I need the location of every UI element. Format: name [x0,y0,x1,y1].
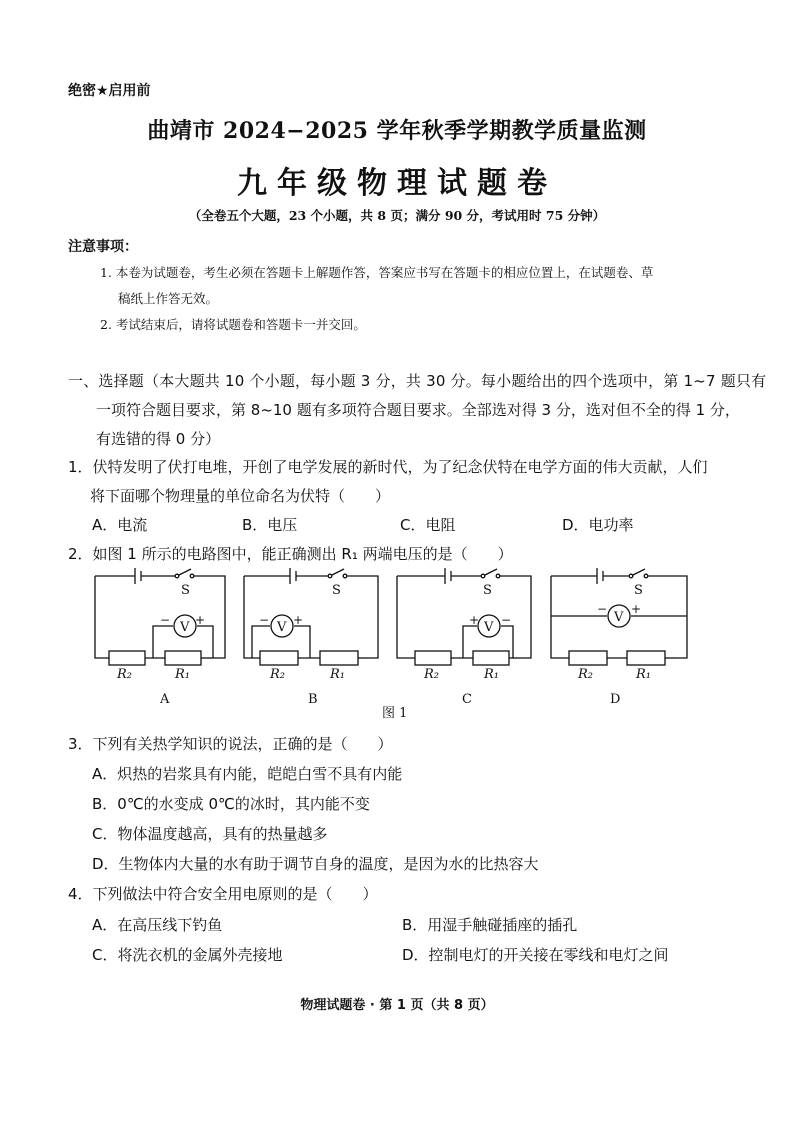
circuit-b-switch-label: S [332,583,341,598]
circuit-a-plus: + [195,613,206,627]
circuit-c-r-left: R₂ [424,667,439,682]
circuit-a-switch-label: S [181,583,190,598]
figure-caption: 图 1 [382,706,408,720]
q1-option-d: D．电功率 [562,516,634,534]
q3-option-c: C．物体温度越高，具有的热量越多 [92,825,328,843]
q1-line-2: 将下面哪个物理量的单位命名为伏特（ ） [90,487,391,505]
section1-line-1: 一、选择题（本大题共 10 个小题，每小题 3 分，共 30 分。每小题给出的四个选项中，第 1~7 题只有 [68,372,767,390]
circuit-d-r-left: R₂ [578,667,593,682]
circuit-b-plus: + [293,613,304,627]
circuit-d-label: D [610,692,621,707]
circuit-b-r-left: R₂ [270,667,285,682]
circuit-d-r-right: R₁ [636,667,651,682]
q1-option-c: C．电阻 [400,516,456,534]
circuit-d-switch-label: S [634,583,643,598]
circuit-a-meter-label: V [180,620,190,635]
circuit-c-switch-label: S [483,583,492,598]
circuit-d-minus: − [597,602,608,616]
q3-text: 3．下列有关热学知识的说法，正确的是（ ） [68,735,393,753]
circuit-c-minus: − [501,613,512,627]
exam-info: （全卷五个大题，23 个小题，共 8 页；满分 90 分，考试用时 75 分钟） [188,208,606,223]
q4-option-d: D．控制电灯的开关接在零线和电灯之间 [402,946,669,964]
q4-option-b: B．用湿手触碰插座的插孔 [402,916,578,934]
circuit-b-label: B [308,692,318,707]
q1-option-b: B．电压 [242,516,298,534]
circuit-a-minus: − [160,613,171,627]
q3-option-d: D．生物体内大量的水有助于调节自身的温度，是因为水的比热容大 [92,855,539,873]
circuit-d-meter-label: V [614,610,624,625]
notice-item-1-line-2: 稿纸上作答无效。 [118,291,219,306]
circuit-c-r-right: R₁ [484,667,499,682]
circuit-a-r-left: R₂ [117,667,132,682]
notice-heading: 注意事项： [68,239,138,255]
circuit-b-r-right: R₁ [330,667,345,682]
section1-line-3: 有选错的得 0 分） [96,430,221,448]
circuit-a-r-right: R₁ [175,667,190,682]
circuit-c-meter-label: V [484,620,494,635]
q4-option-c: C．将洗衣机的金属外壳接地 [92,946,283,964]
q3-option-b: B．0℃的水变成 0℃的冰时，其内能不变 [92,795,370,813]
exam-subject-title: 九年级物理试题卷 [237,166,557,201]
figure-1-circuits [0,560,794,720]
circuit-c-plus: + [469,613,480,627]
secret-mark: 绝密★启用前 [68,83,151,99]
q2-text: 2．如图 1 所示的电路图中，能正确测出 R₁ 两端电压的是（ ） [68,545,513,563]
circuit-a-label: A [160,692,170,707]
q4-option-a: A．在高压线下钓鱼 [92,916,223,934]
q3-option-a: A．炽热的岩浆具有内能，皑皑白雪不具有内能 [92,765,403,783]
notice-item-2: 2. 考试结束后，请将试题卷和答题卡一并交回。 [100,317,366,332]
page-footer: 物理试题卷 · 第 1 页（共 8 页） [300,998,494,1013]
circuit-d-plus: + [631,602,642,616]
exam-title: 曲靖市 2024−2025 学年秋季学期教学质量监测 [147,118,647,144]
circuit-b-minus: − [259,613,270,627]
circuit-b-meter-label: V [277,620,287,635]
section1-line-2: 一项符合题目要求，第 8~10 题有多项符合题目要求。全部选对得 3 分，选对但不全的得 1 分， [96,401,740,419]
q4-text: 4．下列做法中符合安全用电原则的是（ ） [68,885,378,903]
q1-option-a: A．电流 [92,516,148,534]
q1-line-1: 1．伏特发明了伏打电堆，开创了电学发展的新时代，为了纪念伏特在电学方面的伟大贡献，人们 [68,458,708,476]
circuit-c-label: C [462,692,472,707]
notice-item-1-line-1: 1. 本卷为试题卷，考生必须在答题卡上解题作答，答案应书写在答题卡的相应位置上，在试题卷、草 [100,265,654,280]
